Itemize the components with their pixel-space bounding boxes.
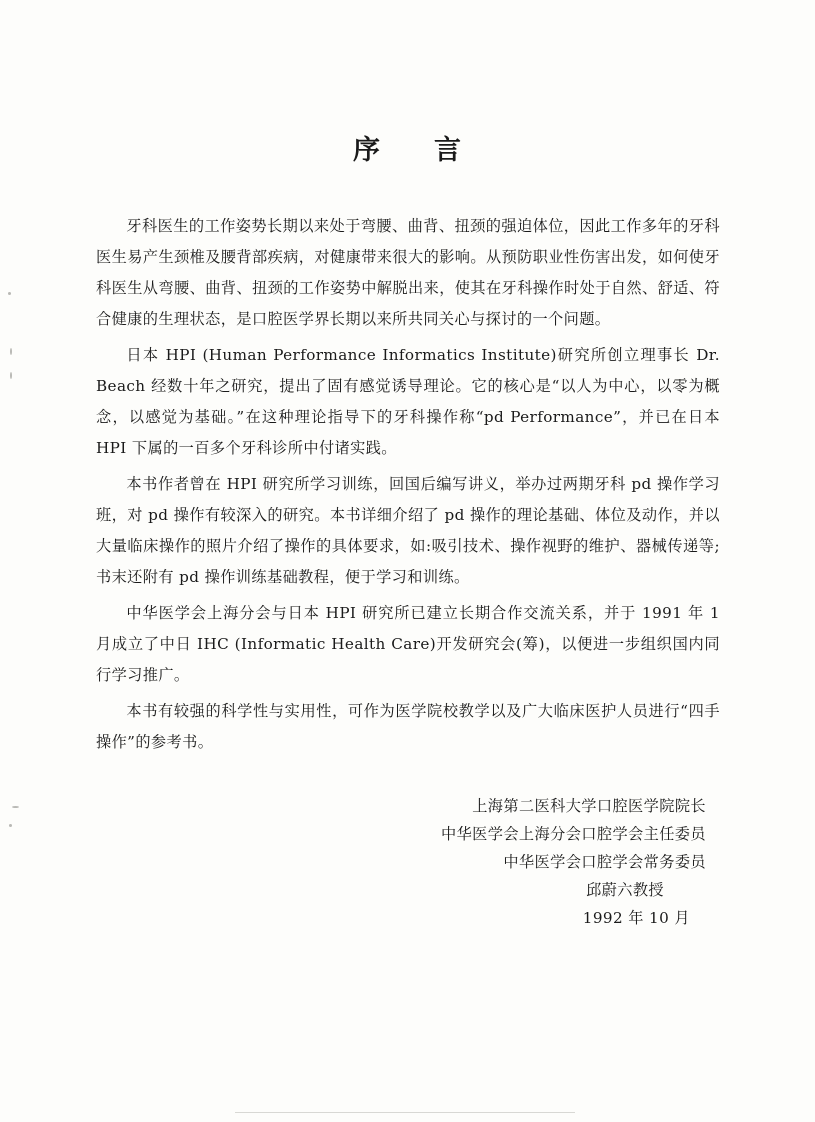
signature-line-3: 中华医学会口腔学会常务委员 (503, 853, 706, 871)
signature-block (96, 792, 720, 932)
scan-speck (8, 292, 11, 295)
scan-speck (10, 372, 12, 379)
paragraph-5: 本书有较强的科学性与实用性，可作为医学院校教学以及广大临床医护人员进行“四手操作”的参考书。 (96, 702, 720, 751)
paragraph-2: 日本 HPI (Human Performance Informatics Institute)研究所创立理事长 Dr. Beach 经数十年之研究，提出了固有感觉诱导理论。它的核心是“以人为中心，以零为概念，以感觉为基础。”在这种理论指导下的牙科操作称“pd Performance”，并已在日本 HPI 下属的一百多个牙科诊所中付诸实践。 (96, 346, 720, 457)
page-title (96, 128, 720, 167)
page-title-first-char: 序 (353, 135, 382, 166)
document-body (96, 128, 720, 932)
scan-speck (10, 348, 12, 355)
signature-line-2: 中华医学会上海分会口腔学会主任委员 (441, 825, 706, 843)
paragraph-3: 本书作者曾在 HPI 研究所学习训练，回国后编写讲义，举办过两期牙科 pd 操作学习班，对 pd 操作有较深入的研究。本书详细介绍了 pd 操作的理论基础、体位及动作，并以大量临床操作的照片介绍了操作的具体要求，如:吸引技术、操作视野的维护、器械传递等;书末还附有 pd 操作训练基础教程，便于学习和训练。 (96, 475, 720, 586)
scan-speck (9, 824, 12, 827)
page-bottom-rule (235, 1112, 575, 1113)
paragraph-4: 中华医学会上海分会与日本 HPI 研究所已建立长期合作交流关系，并于 1991 年 1 月成立了中日 IHC (Informatic Health Care)开发研究会(筹)，以便进一步组织国内同行学习推广。 (96, 604, 720, 684)
paragraph-1: 牙科医生的工作姿势长期以来处于弯腰、曲背、扭颈的强迫体位，因此工作多年的牙科医生易产生颈椎及腰背部疾病，对健康带来很大的影响。从预防职业性伤害出发，如何使牙科医生从弯腰、曲背、扭颈的工作姿势中解脱出来，使其在牙科操作时处于自然、舒适、符合健康的生理状态，是口腔医学界长期以来所共同关心与探讨的一个问题。 (96, 217, 720, 328)
scan-speck (12, 806, 19, 808)
signature-author: 邱蔚六教授 (586, 881, 664, 899)
signature-line-1: 上海第二医科大学口腔医学院院长 (472, 797, 706, 815)
signature-date: 1992 年 10 月 (582, 909, 690, 927)
page-title-second-char: 言 (434, 135, 463, 166)
